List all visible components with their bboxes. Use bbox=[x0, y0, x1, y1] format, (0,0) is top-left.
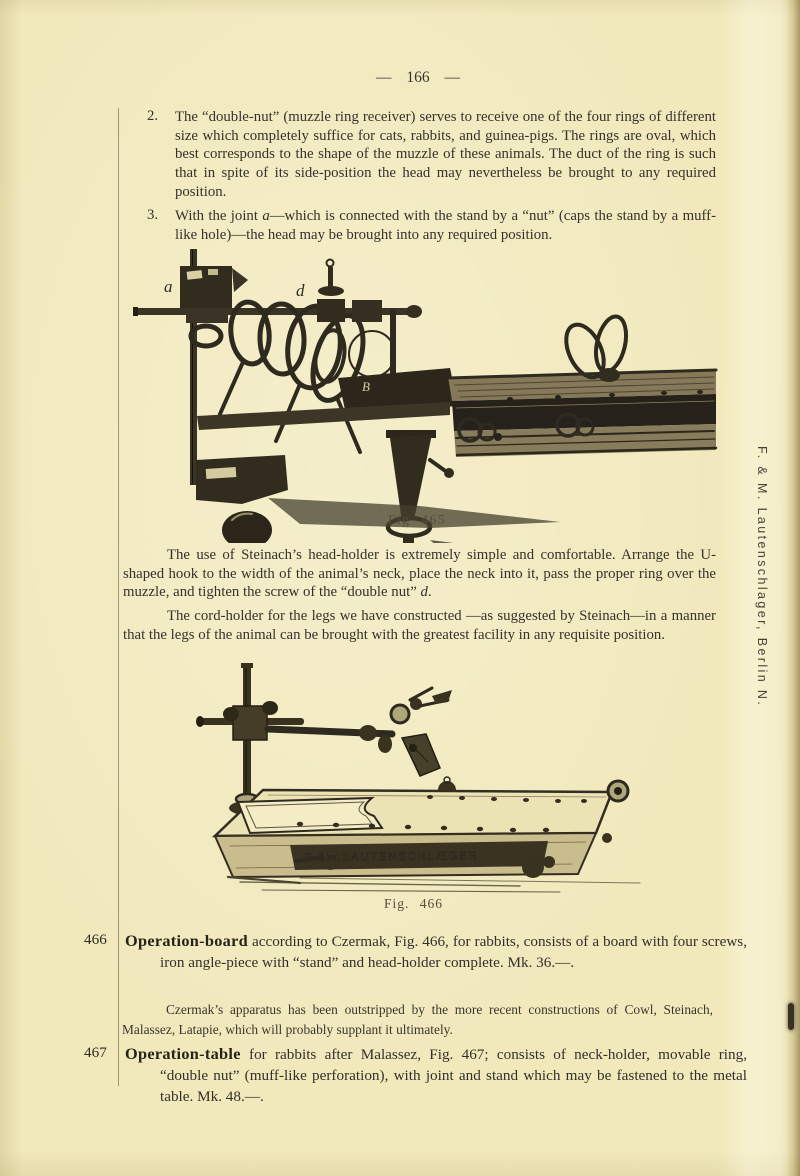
list-item-3 bbox=[175, 207, 716, 244]
list-item-2-text: The “double-nut” (muzzle ring receiver) serves to receive one of the four rings of different size which completely suffice for cats, rabbits, and guinea-pigs. The rings are oval, which best corresponds to the shape of the muzzle of these animals. The duct of the ring is such that in spite of its side-position the head may nevertheless be brought to any required position. bbox=[175, 109, 716, 200]
paragraph-cord-holder bbox=[123, 607, 716, 644]
page-number: — 166 — bbox=[376, 69, 460, 86]
double-nut-d-variable: d bbox=[420, 584, 428, 601]
paragraph-steinach-use bbox=[123, 546, 716, 602]
list-item-3-text: With the joint bbox=[175, 208, 263, 224]
catalog-item-467-text: for rabbits after Malassez, Fig. 467; consists of neck-holder, movable ring, “double nut” (muff-like perforation), with joint and stand which may be fastened to the metal table. Mk. 48.—. bbox=[160, 1046, 747, 1106]
catalog-note-466: Czermak’s apparatus has been outstripped by the more recent constructions of Cowl, Steinach, Malassez, Latapie, which will probably supplant it ultimately. bbox=[122, 1002, 713, 1037]
paragraph-steinach-text: The use of Steinach’s head-holder is extremely simple and comfortable. Arrange the U-shaped hook to the width of the animal’s neck, place the neck into it, pass the proper ring over the muzzle, and tighten the screw of the “double nut” bbox=[123, 547, 716, 601]
list-marker-3: 3. bbox=[147, 207, 159, 223]
catalog-item-466-name: Operation-board bbox=[125, 931, 248, 950]
fig465-label-b: B bbox=[362, 379, 370, 394]
list-item-3-text-cont: —which is connected with the stand by a “nut” (caps the stand by a muff-like hole)—the head may be brought into any required position. bbox=[175, 208, 716, 243]
paragraph-cord-holder-text: The cord-holder for the legs we have constructed —as suggested by Steinach—in a manner that the legs of the animal can be brought with the greatest facility in any requisite position. bbox=[123, 608, 716, 643]
joint-a-variable: a bbox=[262, 208, 270, 224]
figure-465-engraving bbox=[125, 243, 725, 543]
catalog-number-466: 466 bbox=[84, 931, 107, 948]
fig466-plate-text: F.&M.LAUTENSCHLÆGER bbox=[304, 850, 479, 864]
fig465-label-d: d bbox=[296, 281, 305, 300]
fig465-label-a: a bbox=[164, 277, 173, 296]
catalog-item-466-text: according to Czermak, Fig. 466, for rabbits, consists of a board with four screws, iron angle-piece with “stand” and head-holder complete. Mk. 36.—. bbox=[160, 933, 747, 972]
catalog-item-467-name: Operation-table bbox=[125, 1044, 241, 1063]
figure-466-engraving bbox=[180, 660, 670, 895]
catalog-item-467 bbox=[125, 1043, 747, 1108]
paragraph-steinach-end: . bbox=[427, 584, 432, 601]
page-edge-mark bbox=[788, 1003, 794, 1030]
catalog-number-467: 467 bbox=[84, 1044, 107, 1061]
margin-imprint-vertical: F. & M. Lautenschlager, Berlin N. bbox=[755, 446, 769, 708]
list-marker-2: 2. bbox=[147, 108, 159, 124]
fig466-caption: Fig. 466 bbox=[384, 896, 444, 911]
fig465-caption: Fig 465 bbox=[388, 512, 447, 527]
catalog-item-466 bbox=[125, 930, 747, 973]
list-item-2 bbox=[175, 108, 716, 202]
column-rule bbox=[118, 108, 119, 1086]
